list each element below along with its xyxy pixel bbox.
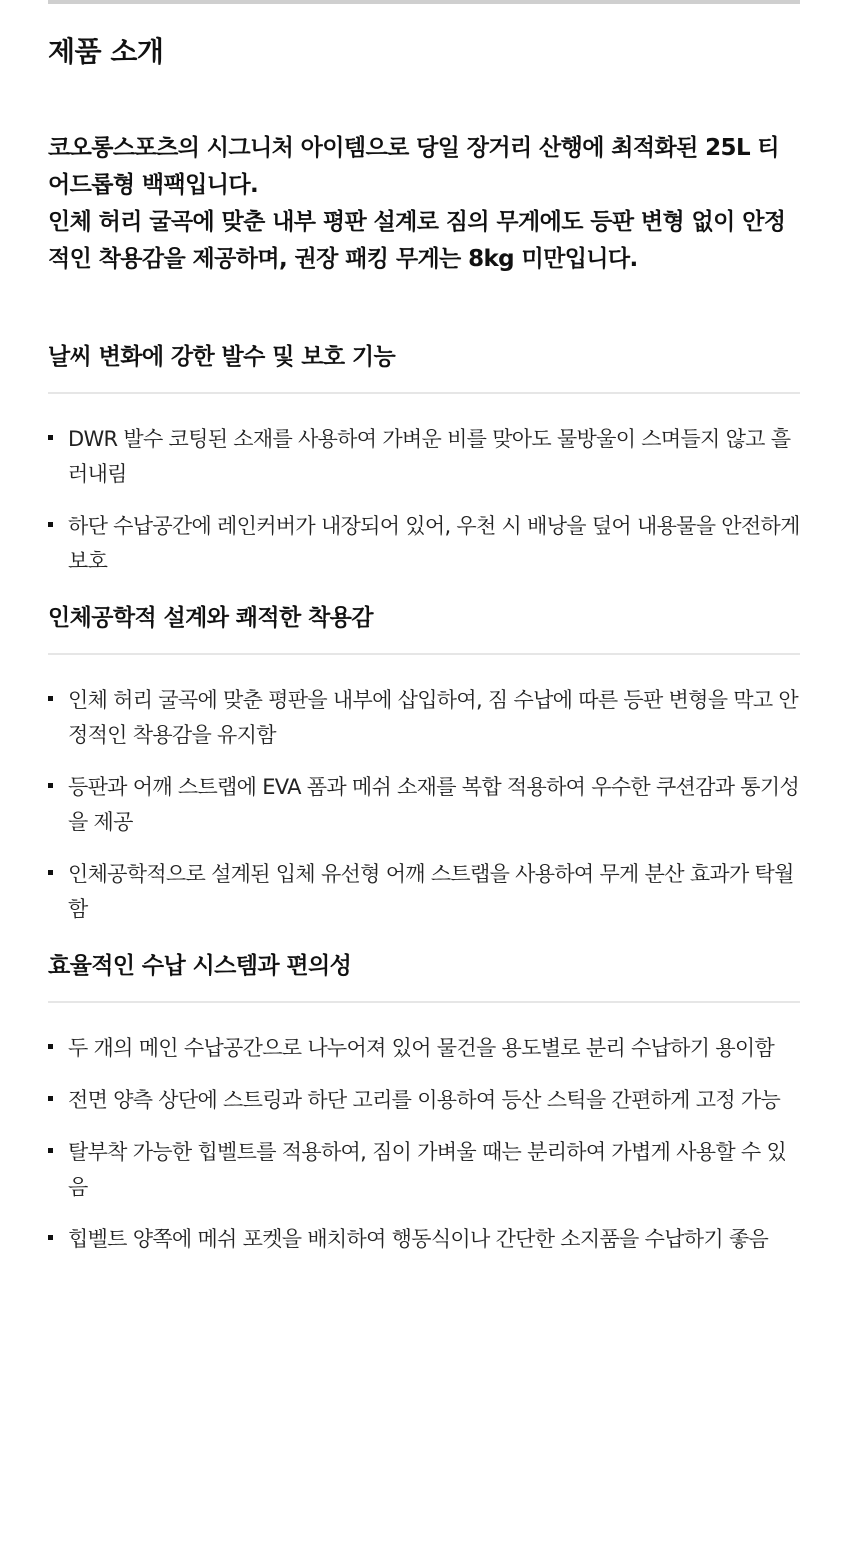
intro-paragraph: 인체 허리 굴곡에 맞춘 내부 평판 설계로 짐의 무게에도 등판 변형 없이 안정적인 착용감을 제공하며, 권장 패킹 무게는 8kg 미만입니다. (48, 209, 786, 272)
list-item-text: 두 개의 메인 수납공간으로 나누어져 있어 물건을 용도별로 분리 수납하기 용이함 (68, 1036, 775, 1060)
bullet-square-icon (48, 522, 53, 527)
list-item-text: 인체공학적으로 설계된 입체 유선형 어깨 스트랩을 사용하여 무게 분산 효과가 탁월함 (68, 862, 794, 921)
list-item-text: 탈부착 가능한 힙벨트를 적용하여, 짐이 가벼울 때는 분리하여 가볍게 사용할 수 있음 (68, 1140, 787, 1199)
list-item (48, 857, 800, 927)
bullet-square-icon (48, 783, 53, 788)
list-item-text: 힙벨트 양쪽에 메쉬 포켓을 배치하여 행동식이나 간단한 소지품을 수납하기 좋음 (68, 1227, 769, 1251)
bullet-square-icon (48, 1096, 53, 1101)
list-item (48, 509, 800, 579)
section-heading: 인체공학적 설계와 쾌적한 착용감 (48, 601, 800, 655)
page-title: 제품 소개 (48, 35, 164, 68)
list-item-text: 인체 허리 굴곡에 맞춘 평판을 내부에 삽입하여, 짐 수납에 따른 등판 변형을 막고 안정적인 착용감을 유지함 (68, 688, 798, 747)
list-item (48, 770, 800, 840)
list-item (48, 1031, 800, 1066)
bullet-square-icon (48, 1235, 53, 1240)
list-item (48, 683, 800, 753)
intro-paragraph: 코오롱스포츠의 시그니처 아이템으로 당일 장거리 산행에 최적화된 25L 티어드롭형 백팩입니다. (48, 135, 780, 198)
list-item (48, 422, 800, 492)
list-item (48, 1135, 800, 1205)
top-divider (48, 0, 800, 4)
feature-list (48, 655, 800, 927)
bullet-square-icon (48, 1148, 53, 1153)
feature-list (48, 394, 800, 579)
section-storage-system (48, 949, 800, 1257)
list-item (48, 1083, 800, 1118)
section-heading: 효율적인 수납 시스템과 편의성 (48, 949, 800, 1003)
list-item-text: 등판과 어깨 스트랩에 EVA 폼과 메쉬 소재를 복합 적용하여 우수한 쿠션감과 통기성을 제공 (68, 775, 800, 834)
section-weather-protection (48, 340, 800, 579)
section-ergonomic-design (48, 601, 800, 927)
bullet-square-icon (48, 1044, 53, 1049)
section-heading: 날씨 변화에 강한 발수 및 보호 기능 (48, 340, 800, 394)
list-item-text: DWR 발수 코팅된 소재를 사용하여 가벼운 비를 맞아도 물방울이 스며들지 않고 흘러내림 (68, 427, 791, 486)
bullet-square-icon (48, 435, 53, 440)
list-item-text: 하단 수납공간에 레인커버가 내장되어 있어, 우천 시 배낭을 덮어 내용물을 안전하게 보호 (68, 514, 800, 573)
bullet-square-icon (48, 696, 53, 701)
list-item-text: 전면 양측 상단에 스트링과 하단 고리를 이용하여 등산 스틱을 간편하게 고정 가능 (68, 1088, 781, 1112)
feature-list (48, 1003, 800, 1257)
list-item (48, 1222, 800, 1257)
intro-text (48, 130, 800, 278)
bullet-square-icon (48, 870, 53, 875)
